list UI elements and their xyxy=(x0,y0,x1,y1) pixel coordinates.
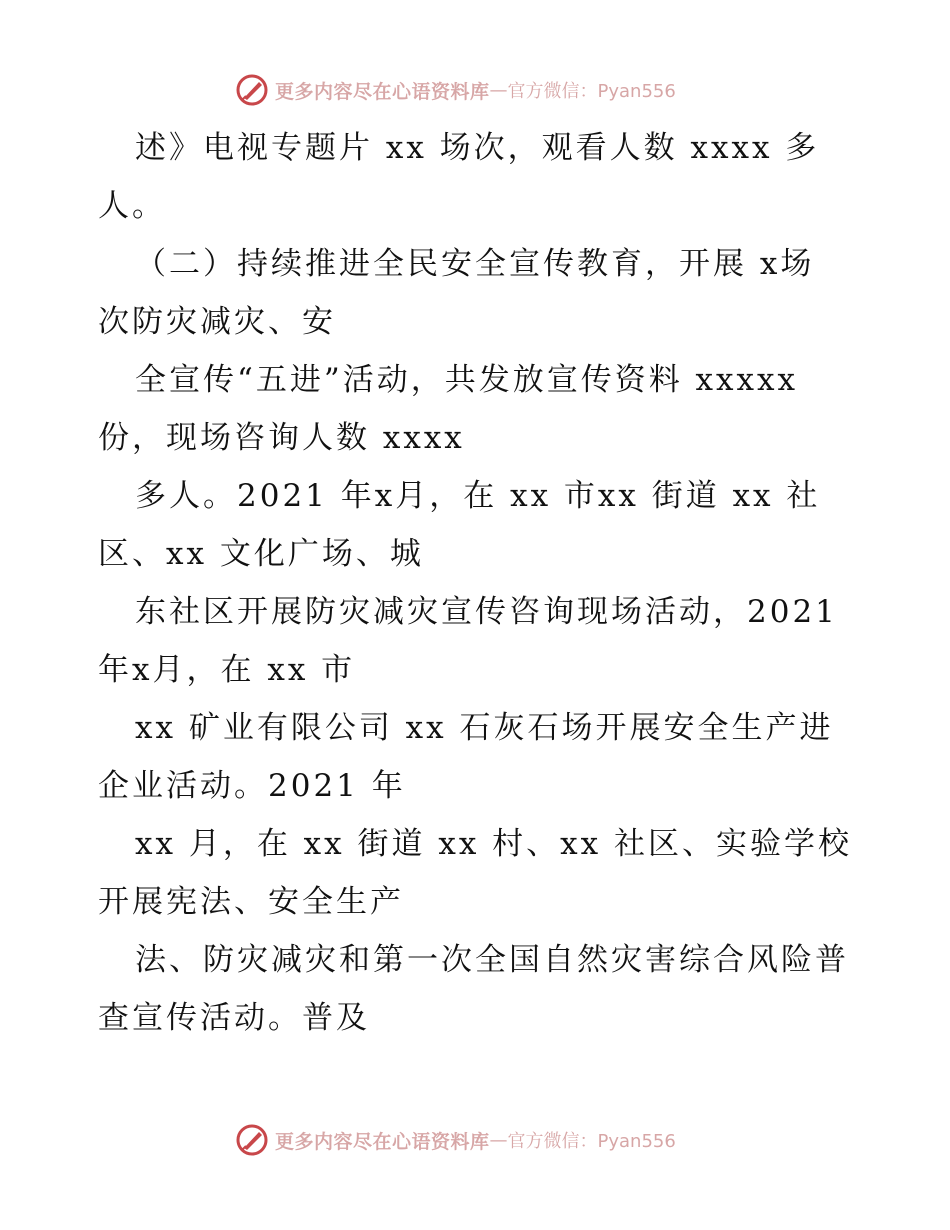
text-line: 查宣传活动。普及 xyxy=(98,1000,370,1036)
header-banner xyxy=(235,72,676,108)
text-line: 全宣传“五进”活动，共发放宣传资料 xxxxx xyxy=(135,362,798,398)
text-line: xx 月，在 xx 街道 xx 村、xx 社区、实验学校 xyxy=(135,826,852,862)
text-line: 年x月，在 xx 市 xyxy=(98,652,356,688)
banner-separator: — xyxy=(489,79,508,101)
footer-banner xyxy=(235,1122,676,1158)
text-line: 法、防灾减灾和第一次全国自然灾害综合风险普 xyxy=(135,942,849,978)
text-line: 述》电视专题片 xx 场次，观看人数 xxxx 多 xyxy=(135,130,820,166)
text-line: 企业活动。2021 年 xyxy=(98,768,406,804)
text-line: （二）持续推进全民安全宣传教育，开展 x场 xyxy=(135,246,815,282)
text-line: 人。 xyxy=(98,188,166,224)
text-line: 次防灾减灾、安 xyxy=(98,304,336,340)
banner-wechat: 官方微信：Pyan556 xyxy=(507,81,676,102)
quill-logo-icon xyxy=(235,1123,269,1157)
text-line: 份，现场咨询人数 xxxx xyxy=(98,420,465,456)
text-line: 区、xx 文化广场、城 xyxy=(98,536,424,572)
banner-title: 更多内容尽在心语资料库 xyxy=(275,80,490,103)
quill-logo-icon xyxy=(235,73,269,107)
text-line: 开展宪法、安全生产 xyxy=(98,884,404,920)
banner-title: 更多内容尽在心语资料库 xyxy=(275,1130,490,1153)
text-line: xx 矿业有限公司 xx 石灰石场开展安全生产进 xyxy=(135,710,834,746)
text-line: 多人。2021 年x月，在 xx 市xx 街道 xx 社 xyxy=(135,478,821,514)
banner-separator: — xyxy=(489,1129,508,1151)
banner-wechat: 官方微信：Pyan556 xyxy=(507,1131,676,1152)
text-line: 东社区开展防灾减灾宣传咨询现场活动，2021 xyxy=(135,594,838,630)
